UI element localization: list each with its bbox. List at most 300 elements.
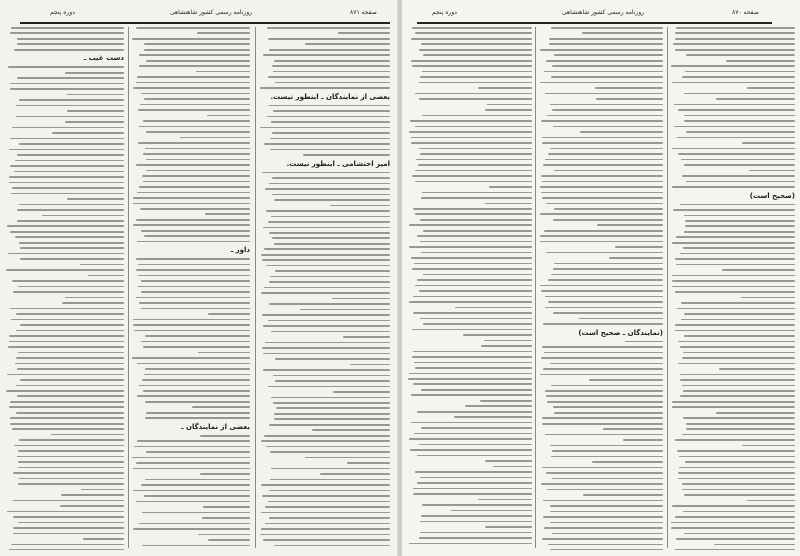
text-line <box>544 230 663 232</box>
text-line <box>263 325 390 327</box>
text-line <box>16 357 124 359</box>
text-line <box>485 526 532 528</box>
text-line <box>265 506 390 508</box>
text-line <box>269 281 390 283</box>
text-line <box>192 406 250 408</box>
text-line <box>675 258 795 260</box>
text-line <box>12 127 124 129</box>
text-line <box>542 181 663 183</box>
text-line <box>10 32 124 34</box>
text-line <box>42 215 124 217</box>
text-line <box>144 374 250 376</box>
text-line <box>132 357 250 359</box>
text-line <box>266 265 390 267</box>
text-line <box>415 126 532 128</box>
text-line <box>409 131 532 133</box>
text-line <box>9 549 124 550</box>
text-line <box>15 236 124 238</box>
text-line <box>143 181 250 183</box>
text-line <box>139 385 250 387</box>
text-line <box>61 494 124 496</box>
text-line <box>540 213 663 215</box>
text-line <box>674 104 795 106</box>
text-line <box>138 275 250 277</box>
text-line <box>541 290 663 292</box>
text-line <box>274 418 390 420</box>
text-line <box>268 38 390 40</box>
text-line <box>145 368 250 370</box>
text-line <box>270 149 390 151</box>
text-line <box>300 309 391 311</box>
text-line <box>415 170 532 172</box>
text-line <box>141 484 250 486</box>
text-line <box>411 137 532 139</box>
text-line <box>83 538 124 540</box>
text-line <box>273 402 390 404</box>
text-line <box>421 427 532 429</box>
text-line <box>672 148 795 150</box>
text-line <box>269 517 390 519</box>
text-line <box>8 346 124 348</box>
text-line <box>684 93 795 95</box>
text-line <box>6 390 124 392</box>
text-line <box>320 473 390 475</box>
text-line <box>719 368 795 370</box>
text-line <box>551 456 663 458</box>
text-line <box>615 246 663 248</box>
text-line <box>271 121 390 123</box>
text-line <box>451 510 532 512</box>
text-line <box>261 440 390 442</box>
text-line <box>275 270 390 272</box>
text-line <box>540 235 663 237</box>
text-line <box>415 93 532 95</box>
text-line <box>679 467 795 469</box>
text-line <box>269 490 390 492</box>
text-line <box>262 314 390 316</box>
text-line <box>413 383 532 385</box>
text-line <box>180 137 250 139</box>
text-line <box>548 544 663 546</box>
text-line <box>678 153 795 155</box>
text-line <box>421 515 532 517</box>
text-line <box>550 148 663 150</box>
text-line <box>270 451 390 453</box>
text-line <box>208 313 250 315</box>
text-line <box>13 500 124 502</box>
text-line <box>676 538 795 540</box>
text-line <box>679 456 795 458</box>
text-line <box>544 527 663 529</box>
column-divider <box>667 27 668 548</box>
text-line <box>420 532 532 534</box>
text-line <box>272 177 390 179</box>
text-line <box>684 215 795 217</box>
text-line <box>20 247 124 249</box>
text-line <box>347 462 390 464</box>
text-line <box>686 428 795 430</box>
text-line <box>51 434 124 436</box>
text-line <box>142 545 250 547</box>
text-line <box>141 93 250 95</box>
text-line <box>551 27 663 29</box>
text-line <box>275 82 390 84</box>
text-line <box>203 506 250 508</box>
text-line <box>683 247 795 249</box>
text-line <box>343 336 390 338</box>
text-line <box>579 318 663 320</box>
text-line <box>454 416 532 418</box>
text-line <box>675 32 795 34</box>
text-line <box>416 159 532 161</box>
text-line <box>268 76 390 78</box>
text-line <box>540 186 663 188</box>
text-line <box>10 308 124 310</box>
text-line <box>137 395 250 397</box>
text-line <box>549 38 663 40</box>
text-line <box>674 126 795 128</box>
text-line <box>675 324 795 326</box>
text-line <box>552 478 663 480</box>
text-line <box>19 242 124 244</box>
text-line <box>419 290 532 292</box>
text-line <box>422 504 532 506</box>
column-divider <box>255 27 256 548</box>
text-line <box>263 54 390 56</box>
text-line <box>272 237 390 239</box>
text-line <box>270 276 390 278</box>
text-line <box>546 395 663 397</box>
text-line <box>141 308 250 310</box>
text-line <box>11 544 124 546</box>
text-line <box>547 115 663 117</box>
text-line <box>133 203 250 205</box>
text-line <box>421 43 532 45</box>
text-line <box>554 170 663 172</box>
text-line <box>678 472 795 474</box>
text-line <box>671 522 795 524</box>
text-line <box>412 27 532 29</box>
text-line <box>275 380 390 382</box>
column <box>260 27 390 550</box>
text-line <box>140 104 250 106</box>
text-line <box>413 351 532 353</box>
text-line <box>672 401 795 403</box>
text-line <box>17 395 124 397</box>
text-line <box>683 390 795 392</box>
text-line <box>682 489 795 491</box>
text-line <box>673 43 795 45</box>
text-line <box>12 280 124 282</box>
text-line <box>137 363 250 365</box>
text-line <box>420 521 532 523</box>
text-line <box>132 38 250 40</box>
text-line <box>550 104 663 106</box>
text-line <box>269 49 390 51</box>
text-line <box>268 320 390 322</box>
text-line <box>546 203 663 205</box>
text-line <box>420 318 532 320</box>
text-line <box>15 363 124 365</box>
text-line <box>198 352 250 354</box>
text-line <box>138 142 250 144</box>
text-line <box>542 142 663 144</box>
text-line <box>603 428 663 430</box>
text-line <box>272 194 390 196</box>
text-line <box>9 182 124 184</box>
text-line <box>133 224 251 226</box>
text-line <box>276 407 390 409</box>
text-line <box>200 473 250 475</box>
column <box>408 27 532 550</box>
text-line <box>198 534 250 536</box>
text-line <box>411 257 532 259</box>
text-line <box>136 258 250 260</box>
header-rule <box>417 22 772 24</box>
text-line <box>412 268 532 270</box>
text-line <box>12 428 124 430</box>
text-line <box>685 225 795 227</box>
text-line <box>9 176 124 178</box>
text-line <box>421 389 532 391</box>
text-line <box>137 440 250 442</box>
text-line <box>143 390 250 392</box>
text-line <box>141 341 250 343</box>
text-line <box>16 116 124 118</box>
text-line <box>136 164 250 166</box>
text-line <box>207 115 250 117</box>
text-line <box>409 438 532 440</box>
text-line <box>676 264 795 266</box>
text-line <box>541 483 663 485</box>
text-line <box>481 345 532 347</box>
text-line <box>422 192 532 194</box>
text-line <box>550 363 663 365</box>
text-line <box>260 127 390 129</box>
text-line <box>134 330 250 332</box>
text-line <box>684 231 795 233</box>
text-line <box>553 126 663 128</box>
text-line <box>542 346 663 348</box>
text-line <box>589 379 663 381</box>
text-line <box>332 298 390 300</box>
text-line <box>18 461 124 463</box>
text-line <box>684 494 795 496</box>
column <box>6 27 124 550</box>
text-line <box>554 54 663 56</box>
text-line <box>420 477 532 479</box>
text-line <box>265 523 390 525</box>
text-line <box>138 109 250 111</box>
text-line <box>415 181 532 183</box>
text-line <box>139 65 250 67</box>
text-line <box>8 253 124 255</box>
text-line <box>543 516 663 518</box>
text-line <box>145 148 250 150</box>
text-line <box>678 109 795 111</box>
text-line <box>540 374 663 376</box>
text-line <box>10 83 124 85</box>
text-line <box>685 461 795 463</box>
text-line <box>411 394 532 396</box>
text-line <box>672 505 795 507</box>
text-line <box>18 483 124 485</box>
text-line <box>303 154 390 156</box>
text-line <box>138 264 250 266</box>
text-line <box>136 269 250 271</box>
text-line <box>686 181 795 183</box>
text-line <box>19 439 124 441</box>
edition-label: دوره پنجم <box>50 9 75 16</box>
text-line <box>547 401 663 403</box>
text-line <box>18 450 124 452</box>
text-line <box>749 170 795 172</box>
text-line <box>13 533 124 535</box>
text-line <box>269 232 390 234</box>
text-line <box>133 468 250 470</box>
text-line <box>413 208 532 210</box>
text-line <box>421 197 532 199</box>
text-line <box>13 291 124 293</box>
text-line <box>609 257 663 259</box>
text-line <box>274 243 390 245</box>
text-line <box>52 132 125 134</box>
page-number: صفحه ۸۷۰ <box>732 9 759 16</box>
text-line <box>554 208 663 210</box>
text-line <box>67 110 124 112</box>
text-line <box>10 165 124 167</box>
text-line <box>422 71 532 73</box>
text-line <box>16 412 124 414</box>
text-line <box>144 49 250 51</box>
text-line <box>419 82 532 84</box>
text-line <box>421 252 532 254</box>
text-line <box>20 258 124 260</box>
text-line <box>136 82 250 84</box>
text-line <box>542 423 663 425</box>
text-line <box>480 400 532 402</box>
text-line <box>138 286 250 288</box>
text-line <box>10 88 124 90</box>
text-line <box>716 98 795 100</box>
text-line <box>672 406 795 408</box>
text-line <box>350 364 390 366</box>
text-line <box>485 203 532 205</box>
text-line <box>714 544 795 546</box>
text-line <box>265 188 390 190</box>
text-line <box>208 539 250 541</box>
text-line <box>140 208 250 210</box>
text-line <box>146 60 250 62</box>
text-line <box>550 505 663 507</box>
text-line <box>202 517 250 519</box>
text-line <box>741 297 795 299</box>
text-line <box>139 186 250 188</box>
text-line <box>265 342 390 344</box>
text-line <box>684 120 796 122</box>
text-line <box>419 49 532 51</box>
text-line <box>19 204 124 206</box>
text-line <box>60 505 124 507</box>
text-line <box>263 539 390 541</box>
text-line <box>271 331 390 333</box>
text-line <box>417 455 532 457</box>
text-line <box>412 175 532 177</box>
text-line <box>17 38 124 40</box>
text-line <box>419 444 532 446</box>
text-line <box>10 138 124 140</box>
text-line <box>675 516 795 518</box>
text-line <box>675 439 795 441</box>
text-line <box>272 132 390 134</box>
text-line <box>17 209 124 211</box>
header-rule <box>20 22 390 24</box>
text-line <box>146 131 250 133</box>
text-line <box>678 363 795 365</box>
text-line <box>141 291 250 293</box>
text-line <box>422 115 532 117</box>
text-line <box>65 297 124 299</box>
text-line <box>6 269 124 271</box>
text-line <box>417 279 532 281</box>
text-line <box>274 545 390 547</box>
text-line <box>273 375 390 377</box>
section-heading: (صحیح است) <box>749 191 795 200</box>
text-line <box>264 287 390 289</box>
text-line <box>305 457 390 459</box>
text-line <box>133 319 250 321</box>
text-line <box>145 417 250 419</box>
text-line <box>141 280 250 282</box>
text-line <box>541 192 663 194</box>
text-line <box>275 358 390 360</box>
text-line <box>414 362 532 364</box>
text-line <box>419 148 532 150</box>
text-line <box>414 433 532 435</box>
text-line <box>540 49 663 51</box>
text-line <box>493 466 532 468</box>
text-line <box>545 390 663 392</box>
text-line <box>553 312 663 314</box>
text-line <box>540 82 663 84</box>
text-line <box>413 312 532 314</box>
text-line <box>16 330 124 332</box>
text-line <box>88 275 125 277</box>
text-line <box>261 484 390 486</box>
text-line <box>263 227 390 229</box>
text-line <box>671 65 795 67</box>
text-line <box>20 324 124 326</box>
text-line <box>272 65 390 67</box>
text-line <box>262 495 390 497</box>
text-line <box>554 263 663 265</box>
text-line <box>267 27 390 29</box>
text-line <box>81 489 124 491</box>
text-line <box>417 482 532 484</box>
text-line <box>487 104 532 106</box>
text-line <box>146 451 250 453</box>
text-line <box>261 512 390 514</box>
text-line <box>13 516 124 518</box>
text-line <box>410 449 532 451</box>
text-line <box>13 527 124 529</box>
text-line <box>11 319 124 321</box>
text-line <box>409 246 532 248</box>
text-line <box>143 153 250 155</box>
text-line <box>465 405 532 407</box>
text-line <box>543 164 663 166</box>
text-line <box>133 324 250 326</box>
